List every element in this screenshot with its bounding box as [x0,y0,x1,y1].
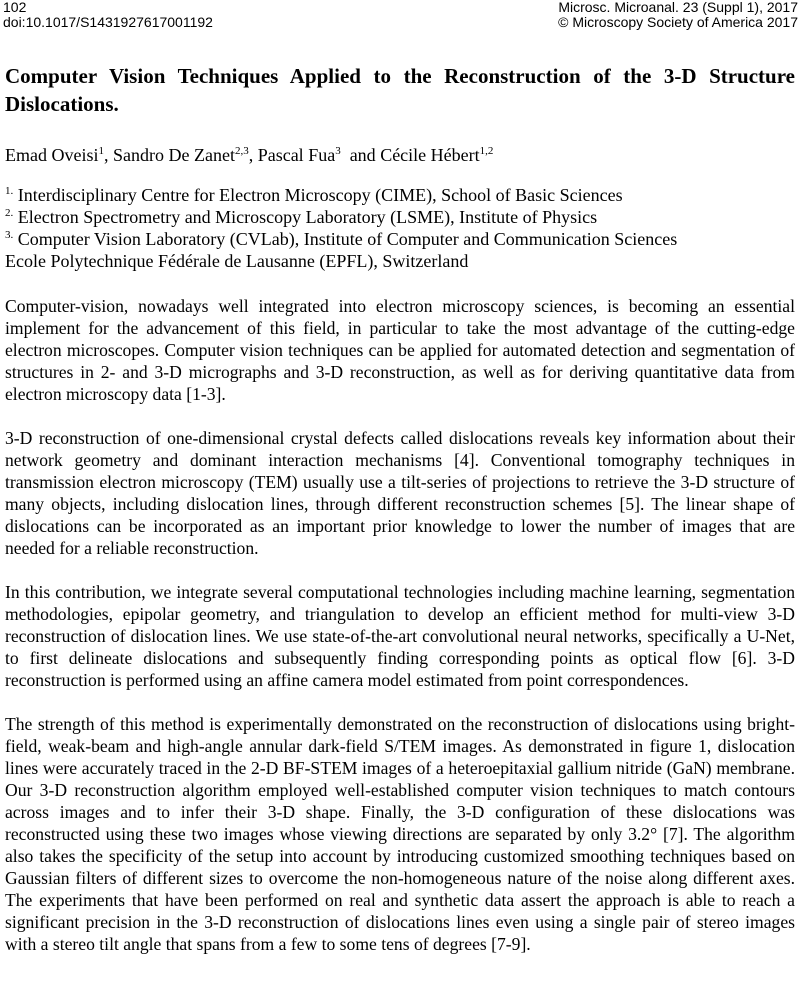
copyright: © Microscopy Society of America 2017 [558,14,798,30]
author-list [5,144,795,166]
affiliation-item [5,206,795,228]
affiliation-list [5,184,795,272]
author-name: Cécile Hébert [380,145,480,165]
author-affiliation-mark: 1 [98,145,104,157]
author-name: Emad Oveisi [5,145,99,165]
author-affiliation-mark: 1,2 [479,145,494,157]
doi: doi:10.1017/S1431927617001192 [3,14,213,30]
affiliation-text: Ecole Polytechnique Fédérale de Lausanne (EPFL), Switzerland [5,251,469,271]
affiliation-number: 3. [5,229,14,241]
affiliation-item [5,184,795,206]
author-affiliation-mark: 2,3 [234,145,249,157]
body-paragraph: The strength of this method is experimentally demonstrated on the reconstruction of dislocations using bright-field, weak-beam and high-angle annular dark-field S/TEM images. As demonstrated in figure 1, dislocation lines were accurately traced in the 2-D BF-STEM images of a heteroepitaxial gallium nitride (GaN) membrane. Our 3-D reconstruction algorithm employed well-established computer vision techniques to match contours across images and to infer their 3-D shape. Finally, the 3-D configuration of these dislocations was reconstructed using these two images whose viewing directions are separated by only 3.2° [7]. The algorithm also takes the specificity of the setup into account by introducing customized smoothing techniques based on Gaussian filters of different sizes to overcome the non-homogeneous nature of the noise along different axes. The experiments that have been performed on real and synthetic data assert the approach is able to reach a significant precision in the 3-D reconstruction of dislocations lines even using a single pair of stereo images with a stereo tilt angle that spans from a few to some tens of degrees [7-9]. [5,714,795,954]
page-number: 102 [3,0,27,15]
affiliation-text: Computer Vision Laboratory (CVLab), Institute of Computer and Communication Sciences [13,229,678,249]
affiliation-number: 1. [5,185,14,197]
affiliation-item [5,250,795,272]
body-paragraph: In this contribution, we integrate several computational technologies including machine learning, segmentation methodologies, epipolar geometry, and triangulation to develop an efficient method for multi-view 3-D reconstruction of dislocation lines. We use state-of-the-art convolutional neural networks, specifically a U-Net, to first delineate dislocations and subsequently finding corresponding points as optical flow [6]. 3-D reconstruction is performed using an affine camera model estimated from point correspondences. [5,582,795,690]
affiliation-text: Interdisciplinary Centre for Electron Microscopy (CIME), School of Basic Sciences [13,185,623,205]
paper-title: Computer Vision Techniques Applied to the Reconstruction of the 3-D Structure Dislocations. [5,64,795,116]
affiliation-item [5,228,795,250]
author-affiliation-mark: 3 [335,145,341,157]
body-paragraph: 3-D reconstruction of one-dimensional crystal defects called dislocations reveals key information about their network geometry and dominant interaction mechanisms [4]. Conventional tomography techniques in transmission electron microscopy (TEM) usually use a tilt-series of projections to retrieve the 3-D structure of many objects, including dislocation lines, through different reconstruction schemes [5]. The linear shape of dislocations can be incorporated as an important prior knowledge to lower the number of images that are needed for a reliable reconstruction. [5,428,795,558]
author-separator: , [103,145,113,165]
author-separator: , [248,145,258,165]
header-left [3,0,213,30]
article-body [5,62,795,955]
affiliation-number: 2. [5,207,14,219]
author-name: Sandro De Zanet [112,145,235,165]
author-name: Pascal Fua [257,145,336,165]
body-paragraph: Computer-vision, nowadays well integrated into electron microscopy sciences, is becoming an essential implement for the advancement of this field, in particular to take the most advantage of the cutting-edge electron microscopes. Computer vision techniques can be applied for automated detection and segmentation of structures in 2- and 3-D micrographs and 3-D reconstruction, as well as for deriving quantitative data from electron microscopy data [1-3]. [5,296,795,404]
affiliation-text: Electron Spectrometry and Microscopy Laboratory (LSME), Institute of Physics [13,207,598,227]
header-right [558,0,798,30]
page-header [0,0,800,34]
author-separator: and [340,145,381,165]
journal-citation: Microsc. Microanal. 23 (Suppl 1), 2017 [558,0,798,15]
